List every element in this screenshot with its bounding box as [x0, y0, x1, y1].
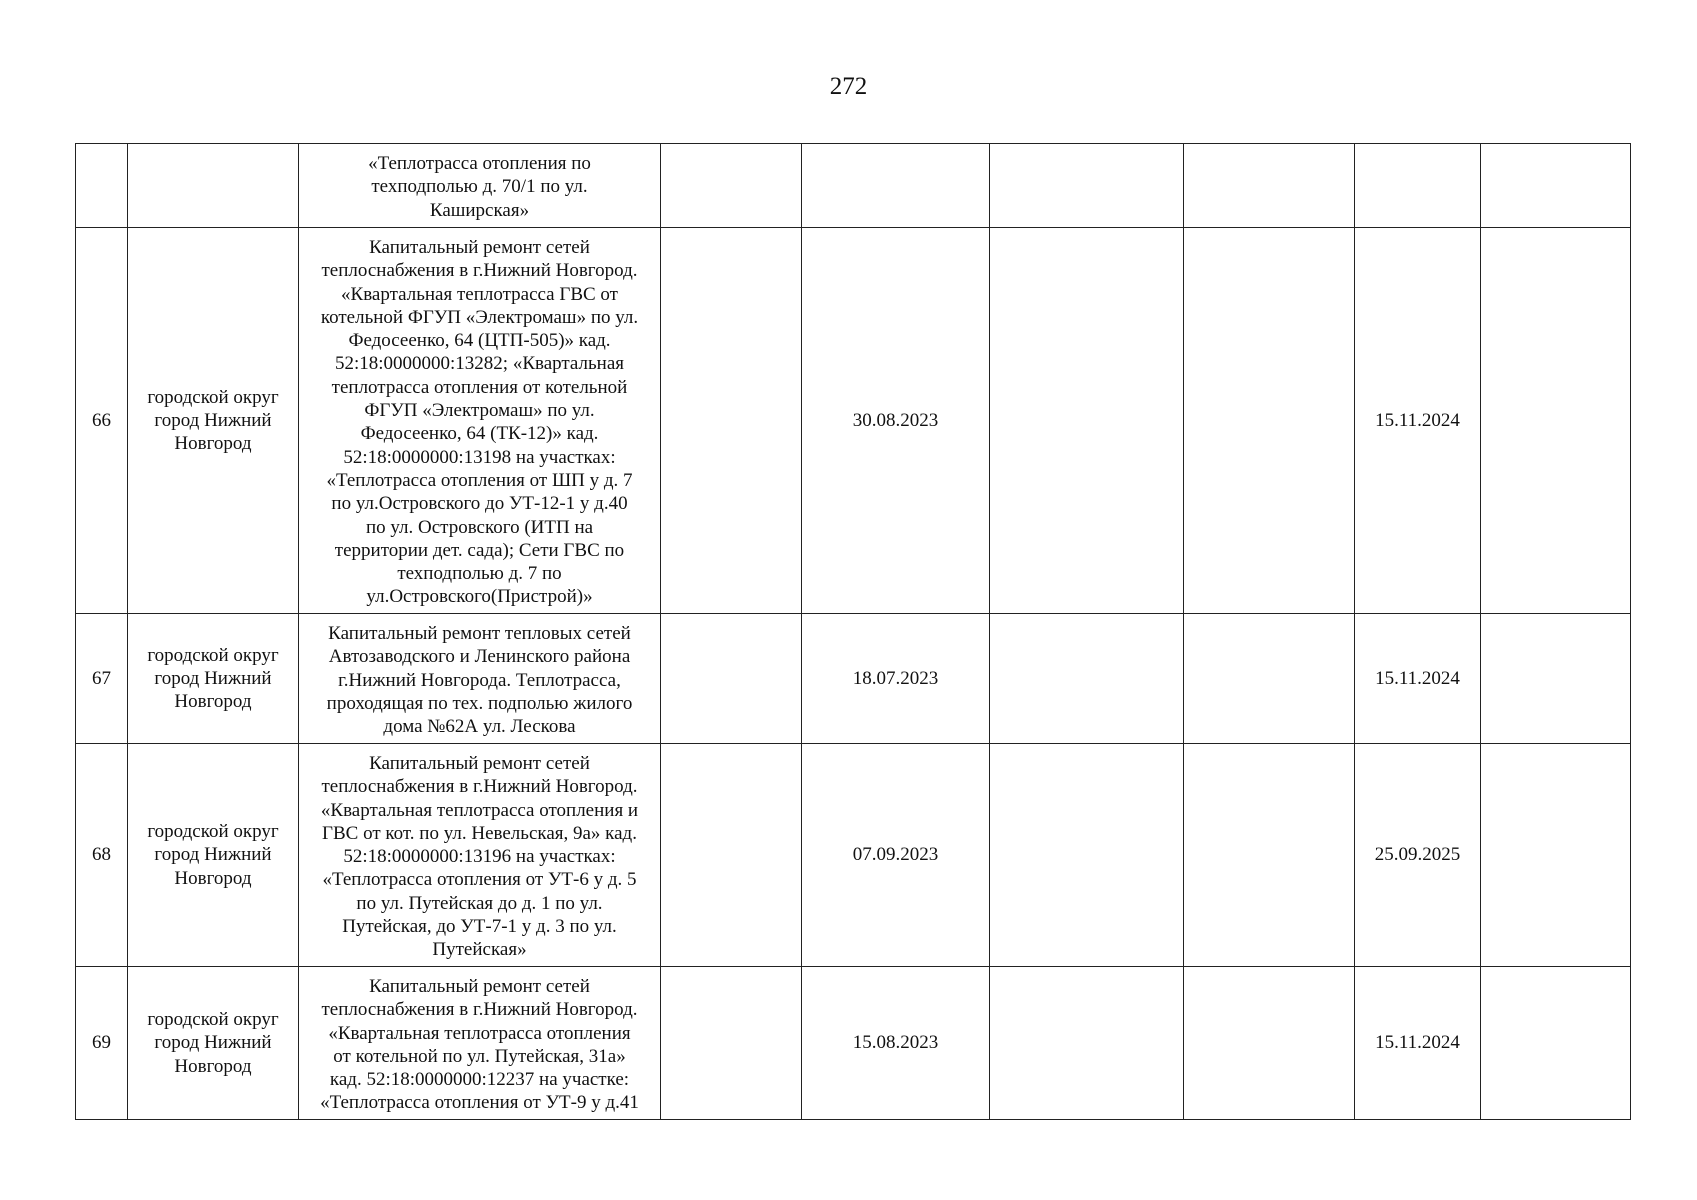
description-cell: Капитальный ремонт сетей теплоснабжения в г.Нижний Новгород. «Квартальная теплотрасса ГВС от котельной ФГУП «Электромаш» по ул. Федосеенко, 64 (ЦТП-505)» кад. 52:18:0000000:13282; «Квартальная теплотрасса отопления от котельной ФГУП «Электромаш» по ул. Федосеенко, 64 (ТК-12)» кад. 52:18:0000000:13198 на участках: «Теплотрасса отопления от ШП у д. 7 по ул.Островского до УТ-12-1 у д.40 по ул. Островского (ИТП на территории дет. сада); Сети ГВС по техподполью д. 7 по ул.Островского(Пристрой)» — [299, 228, 661, 614]
empty-cell — [1184, 967, 1355, 1120]
table-row — [76, 744, 1631, 967]
empty-cell — [1481, 144, 1631, 228]
start-date-cell: 18.07.2023 — [802, 614, 990, 744]
municipality-cell: городской округ город Нижний Новгород — [128, 228, 299, 614]
start-date-cell: 30.08.2023 — [802, 228, 990, 614]
end-date-cell: 15.11.2024 — [1355, 228, 1481, 614]
row-number: 66 — [76, 228, 128, 614]
municipality-cell — [128, 144, 299, 228]
empty-cell — [1481, 614, 1631, 744]
description-cell: Капитальный ремонт сетей теплоснабжения в г.Нижний Новгород. «Квартальная теплотрасса отопления от котельной по ул. Путейская, 31а» кад. 52:18:0000000:12237 на участке: «Теплотрасса отопления от УТ-9 у д.41 — [299, 967, 661, 1120]
empty-cell — [661, 614, 802, 744]
table-row — [76, 967, 1631, 1120]
empty-cell — [1184, 228, 1355, 614]
table-row — [76, 228, 1631, 614]
row-number: 68 — [76, 744, 128, 967]
empty-cell — [990, 614, 1184, 744]
row-number — [76, 144, 128, 228]
empty-cell — [661, 967, 802, 1120]
registry-table — [75, 143, 1631, 1120]
start-date-cell: 07.09.2023 — [802, 744, 990, 967]
page-number: 272 — [829, 73, 868, 100]
table-row — [76, 144, 1631, 228]
end-date-cell: 15.11.2024 — [1355, 614, 1481, 744]
empty-cell — [661, 144, 802, 228]
start-date-cell — [802, 144, 990, 228]
start-date-cell: 15.08.2023 — [802, 967, 990, 1120]
end-date-cell — [1355, 144, 1481, 228]
empty-cell — [661, 744, 802, 967]
end-date-cell: 15.11.2024 — [1355, 967, 1481, 1120]
empty-cell — [1481, 228, 1631, 614]
empty-cell — [1184, 614, 1355, 744]
empty-cell — [1184, 744, 1355, 967]
description-cell: «Теплотрасса отопления по техподполью д. 70/1 по ул. Каширская» — [299, 144, 661, 228]
row-number: 67 — [76, 614, 128, 744]
description-cell: Капитальный ремонт тепловых сетей Автозаводского и Ленинского района г.Нижний Новгорода. Теплотрасса, проходящая по тех. подполью жилого дома №62А ул. Лескова — [299, 614, 661, 744]
municipality-cell: городской округ город Нижний Новгород — [128, 744, 299, 967]
empty-cell — [990, 967, 1184, 1120]
empty-cell — [1481, 967, 1631, 1120]
row-number: 69 — [76, 967, 128, 1120]
municipality-cell: городской округ город Нижний Новгород — [128, 614, 299, 744]
municipality-cell: городской округ город Нижний Новгород — [128, 967, 299, 1120]
empty-cell — [990, 144, 1184, 228]
empty-cell — [990, 744, 1184, 967]
empty-cell — [661, 228, 802, 614]
empty-cell — [990, 228, 1184, 614]
empty-cell — [1481, 744, 1631, 967]
end-date-cell: 25.09.2025 — [1355, 744, 1481, 967]
table-row — [76, 614, 1631, 744]
description-cell: Капитальный ремонт сетей теплоснабжения в г.Нижний Новгород. «Квартальная теплотрасса отопления и ГВС от кот. по ул. Невельская, 9а» кад. 52:18:0000000:13196 на участках: «Теплотрасса отопления от УТ-6 у д. 5 по ул. Путейская до д. 1 по ул. Путейская, до УТ-7-1 у д. 3 по ул. Путейская» — [299, 744, 661, 967]
empty-cell — [1184, 144, 1355, 228]
